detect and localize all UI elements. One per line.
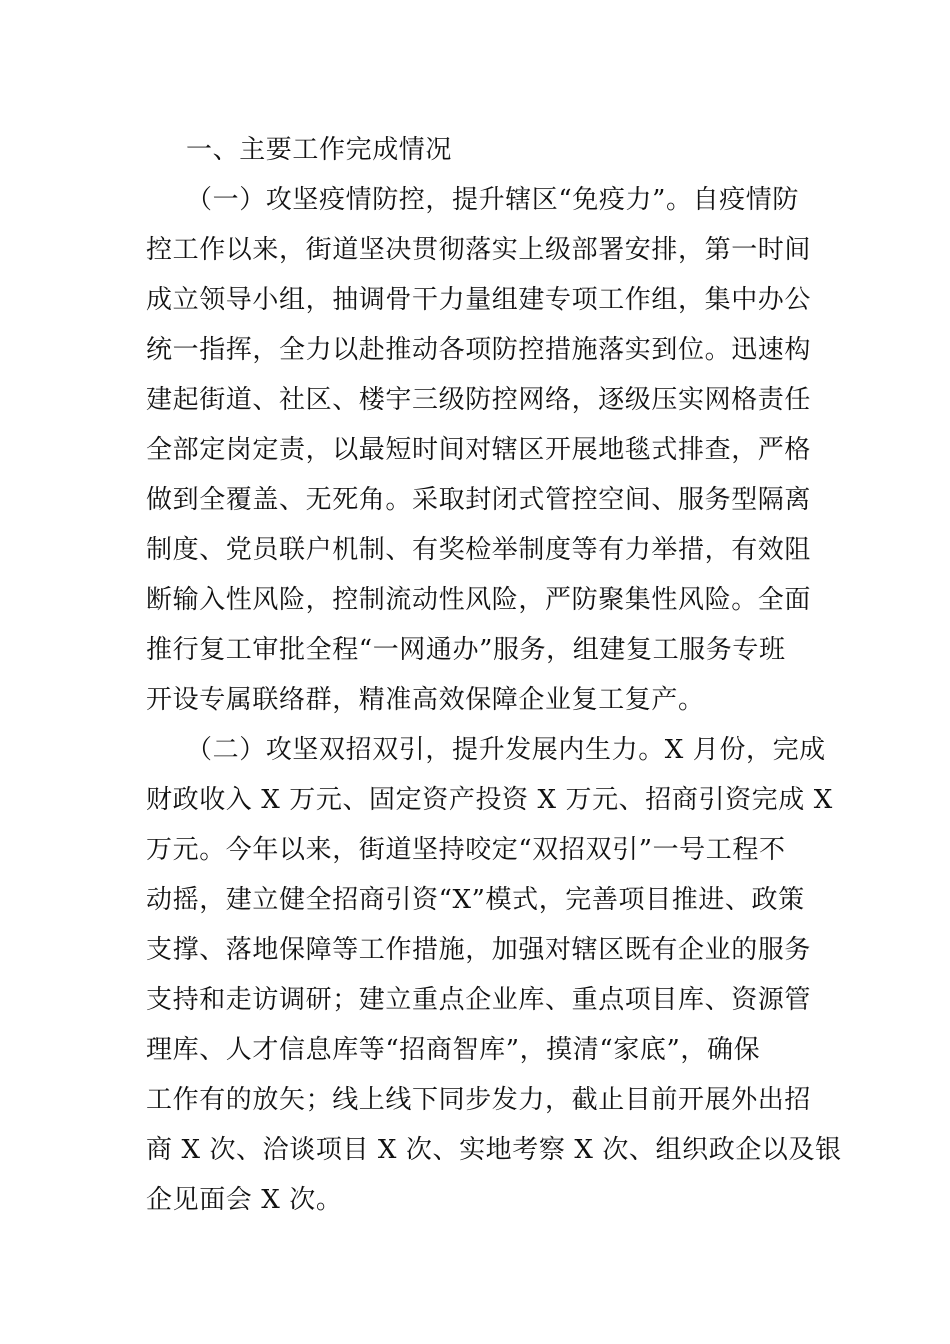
paragraph-line: （二）攻坚双招双引，提升发展内生力。X 月份，完成 — [186, 735, 826, 765]
paragraph-line: 推行复工审批全程“一网通办”服务，组建复工服务专班 — [146, 635, 786, 665]
paragraph-line: 做到全覆盖、无死角。采取封闭式管控空间、服务型隔离 — [146, 485, 812, 515]
paragraph-line: 开设专属联络群，精准高效保障企业复工复产。 — [146, 685, 705, 715]
paragraph-line: 万元。今年以来，街道坚持咬定“双招双引”一号工程不 — [146, 835, 786, 865]
paragraph-line: 动摇，建立健全招商引资“X”模式，完善项目推进、政策 — [146, 885, 805, 915]
paragraph-line: 企见面会 X 次。 — [146, 1185, 343, 1215]
paragraph-line: 理库、人才信息库等“招商智库”，摸清“家底”，确保 — [146, 1035, 761, 1065]
paragraph-line: 工作有的放矢；线上线下同步发力，截止目前开展外出招 — [146, 1085, 812, 1115]
paragraph-line: 全部定岗定责，以最短时间对辖区开展地毯式排查，严格 — [146, 435, 812, 465]
paragraph-line: 建起街道、社区、楼宇三级防控网络，逐级压实网格责任 — [146, 385, 812, 415]
paragraph-line: （一）攻坚疫情防控，提升辖区“免疫力”。自疫情防 — [186, 185, 799, 215]
paragraph-line: 统一指挥，全力以赴推动各项防控措施落实到位。迅速构 — [146, 335, 812, 365]
paragraph-line: 财政收入 X 万元、固定资产投资 X 万元、招商引资完成 X — [146, 785, 833, 815]
section-heading: 一、主要工作完成情况 — [186, 135, 453, 165]
paragraph-line: 控工作以来，街道坚决贯彻落实上级部署安排，第一时间 — [146, 235, 812, 265]
paragraph-line: 断输入性风险，控制流动性风险，严防聚集性风险。全面 — [146, 585, 812, 615]
paragraph-line: 成立领导小组，抽调骨干力量组建专项工作组，集中办公 — [146, 285, 812, 315]
paragraph-line: 制度、党员联户机制、有奖检举制度等有力举措，有效阻 — [146, 535, 812, 565]
paragraph-line: 商 X 次、洽谈项目 X 次、实地考察 X 次、组织政企以及银 — [146, 1135, 842, 1165]
paragraph-line: 支撑、落地保障等工作措施，加强对辖区既有企业的服务 — [146, 935, 812, 965]
paragraph-line: 支持和走访调研；建立重点企业库、重点项目库、资源管 — [146, 985, 812, 1015]
